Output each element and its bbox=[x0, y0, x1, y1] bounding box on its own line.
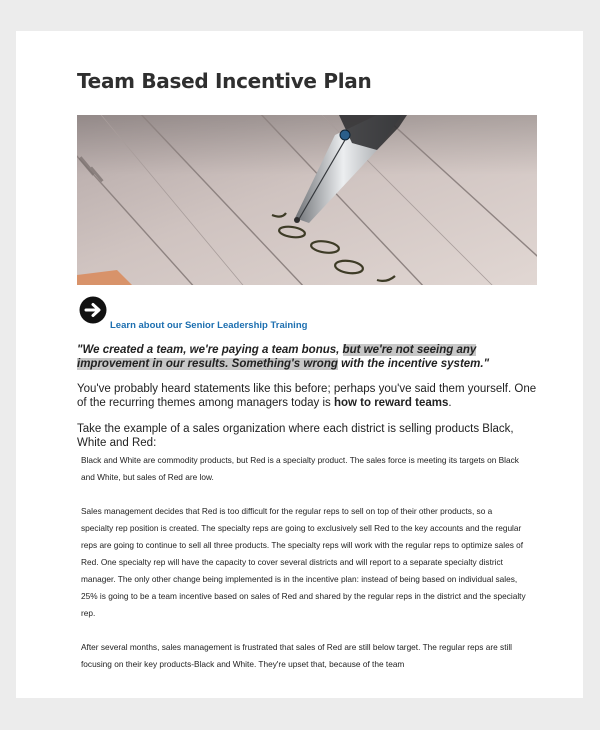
quote-part-2: with the incentive system." bbox=[337, 357, 490, 370]
example-paragraph-2: Sales management decides that Red is too difficult for the regular reps to sell on top of their other products, so a specialty rep position is created. The specialty reps are going to exclusively sell Red to the key accounts and the regular reps are going to continue to sell all three products. The specialty reps will work with the regular reps to optimize sales of Red. One specialty rep will have the capacity to cover several districts and will report to a separate specialty district manager. The only other change being implemented is in the incentive plan: instead of being based on individual sales, 25% is going to be a team incentive based on sales of Red and shared by the regular reps in the district and the specialty rep. bbox=[81, 506, 526, 618]
example-paragraph-3: After several months, sales management is frustrated that sales of Red are still below target. The regular reps are still focusing on their key products-Black and White. They're upset that, because of the team bbox=[81, 642, 513, 669]
quote-part-1: "We created a team, we're paying a team bonus, bbox=[77, 344, 343, 356]
intro-text: You've probably heard statements like this before; perhaps you've said them yourself. One of the recurring themes among managers today is bbox=[77, 383, 537, 409]
example-intro-paragraph: Take the example of a sales organization where each district is selling products Black, White and Red: bbox=[77, 423, 514, 449]
senior-leadership-training-link[interactable]: Senior Leadership Training bbox=[184, 320, 308, 331]
intro-bold: how to reward teams bbox=[333, 396, 449, 409]
hero-image bbox=[77, 115, 537, 285]
document-page bbox=[16, 31, 583, 698]
intro-paragraph bbox=[77, 383, 537, 410]
arrow-right-circle-icon[interactable] bbox=[79, 296, 107, 324]
page-title: Team Based Incentive Plan bbox=[77, 69, 372, 93]
quote-highlight: but we're not seeing any improvement in our results. Something's wrong bbox=[77, 344, 477, 370]
pull-quote bbox=[77, 344, 537, 371]
learn-prefix: Learn about our bbox=[110, 320, 185, 331]
example-paragraph-1: Black and White are commodity products, but Red is a specialty product. The sales force is meeting its targets on Black and White, but sales of Red are low. bbox=[81, 455, 519, 482]
learn-more-text bbox=[110, 320, 307, 331]
example-block bbox=[81, 452, 526, 690]
intro-end: . bbox=[448, 396, 452, 409]
